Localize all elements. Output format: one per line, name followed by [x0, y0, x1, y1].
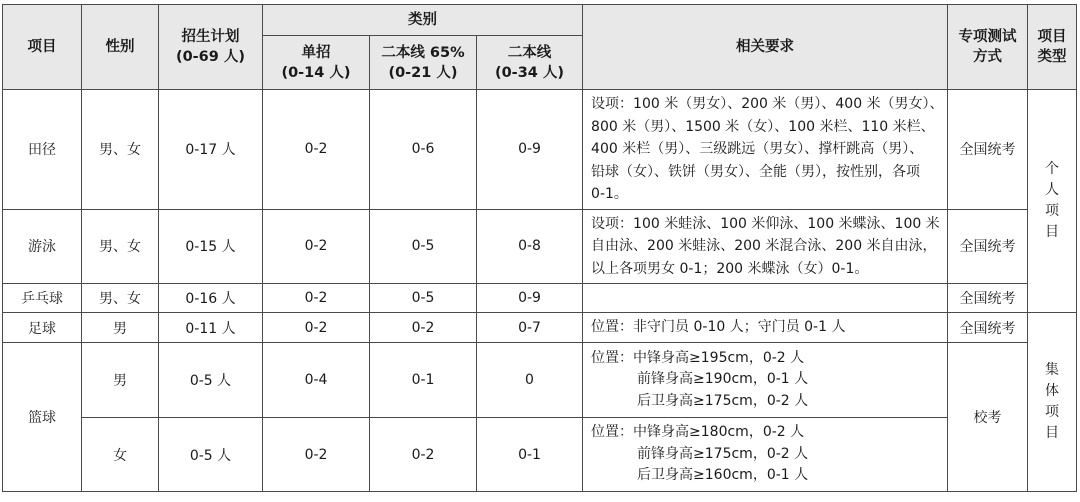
- admission-plan-table: [2, 4, 1077, 492]
- cell-erben: 0-7: [477, 313, 583, 343]
- cell-erben: 0: [477, 343, 583, 418]
- cell-erben65: 0-1: [370, 343, 477, 418]
- type-char: 个: [1045, 161, 1060, 177]
- header-plan: [159, 5, 263, 90]
- cell-dan-zhao: 0-4: [263, 343, 370, 418]
- header-gender: 性别: [82, 5, 159, 90]
- cell-erben: 0-9: [477, 90, 583, 210]
- req-line: 位置：中锋身高≥180cm，0-2 人: [591, 424, 805, 441]
- req-line: 自由泳、200 米蛙泳、200 米混合泳、200 米自由泳，: [591, 238, 937, 254]
- cell-project: 足球: [3, 313, 82, 343]
- cell-test-method: 全国统考: [948, 209, 1028, 284]
- type-char: 项: [1045, 203, 1060, 219]
- cell-requirements: [583, 90, 948, 210]
- cell-dan-zhao: 0-2: [263, 284, 370, 313]
- cell-dan-zhao: 0-2: [263, 209, 370, 284]
- cell-project: 游泳: [3, 209, 82, 284]
- header-plan-range: (0-69 人): [175, 49, 246, 65]
- cell-erben65: 0-2: [370, 313, 477, 343]
- req-line: 800 米（男）、1500 米（女）、100 米栏、110 米栏、: [591, 118, 935, 135]
- cell-requirements: 位置：非守门员 0-10 人；守门员 0-1 人: [583, 313, 948, 343]
- header-dan-zhao: [263, 36, 370, 90]
- cell-dan-zhao: 0-2: [263, 313, 370, 343]
- header-type-line1: 项目: [1037, 29, 1067, 45]
- req-line: 后卫身高≥160cm，0-1 人: [637, 467, 809, 484]
- header-category: 类别: [263, 5, 583, 36]
- header-type-line2: 类型: [1037, 49, 1067, 65]
- cell-requirements: [583, 343, 948, 418]
- type-char: 集: [1045, 362, 1060, 378]
- cell-dan-zhao: 0-2: [263, 90, 370, 210]
- req-line: 设项：100 米蛙泳、100 米仰泳、100 米蝶泳、100 米: [591, 215, 940, 232]
- req-line: 400 米栏（男）、三级跳远（男女）、撑杆跳高（男）、: [591, 141, 924, 157]
- table-row: [3, 284, 1077, 313]
- header-erben65-range: (0-21 人): [388, 64, 458, 81]
- type-char: 目: [1045, 425, 1060, 441]
- req-line: 铅球（女）、铁饼（男女）、全能（男），按性别，各项: [591, 163, 921, 180]
- cell-gender: 男、女: [82, 90, 159, 210]
- cell-gender: 男、女: [82, 284, 159, 313]
- cell-plan: 0-17 人: [159, 90, 263, 210]
- table-row: [3, 90, 1077, 210]
- cell-gender: 男: [82, 343, 159, 418]
- header-erben: [477, 36, 583, 90]
- req-line: 前锋身高≥190cm，0-1 人: [637, 371, 809, 388]
- cell-plan: 0-16 人: [159, 284, 263, 313]
- type-char: 目: [1045, 224, 1060, 240]
- cell-plan: 0-5 人: [159, 343, 263, 418]
- cell-project: 乒乓球: [3, 284, 82, 313]
- req-line: 以上各项男女 0-1；200 米蝶泳（女）0-1。: [591, 260, 869, 277]
- req-line: 后卫身高≥175cm，0-2 人: [637, 392, 809, 409]
- cell-erben65: 0-6: [370, 90, 477, 210]
- cell-test-method: 全国统考: [948, 313, 1028, 343]
- header-test-method-line2: 方式: [973, 49, 1003, 65]
- cell-plan: 0-11 人: [159, 313, 263, 343]
- cell-requirements: [583, 418, 948, 492]
- cell-project: 田径: [3, 90, 82, 210]
- type-char: 体: [1045, 383, 1060, 399]
- table-row: [3, 343, 1077, 418]
- cell-gender: 男: [82, 313, 159, 343]
- header-dan-zhao-title: 单招: [301, 44, 331, 61]
- cell-plan: 0-15 人: [159, 209, 263, 284]
- table-row: [3, 313, 1077, 343]
- cell-test-method: 全国统考: [948, 284, 1028, 313]
- cell-erben65: 0-5: [370, 209, 477, 284]
- cell-project: 篮球: [3, 343, 82, 492]
- cell-gender: 男、女: [82, 209, 159, 284]
- cell-gender: 女: [82, 418, 159, 492]
- type-char: 项: [1045, 404, 1060, 420]
- header-test-method-line1: 专项测试: [958, 29, 1017, 45]
- header-test-method: [948, 5, 1028, 90]
- cell-dan-zhao: 0-2: [263, 418, 370, 492]
- cell-erben65: 0-2: [370, 418, 477, 492]
- table-row: [3, 418, 1077, 492]
- cell-plan: 0-5 人: [159, 418, 263, 492]
- req-line: 设项：100 米（男女）、200 米（男）、400 米（男女）、: [591, 96, 944, 112]
- cell-erben: 0-8: [477, 209, 583, 284]
- cell-type-individual: [1028, 90, 1077, 313]
- header-project: 项目: [3, 5, 82, 90]
- cell-erben: 0-9: [477, 284, 583, 313]
- cell-test-method: 全国统考: [948, 90, 1028, 210]
- cell-requirements: [583, 209, 948, 284]
- header-erben65: [370, 36, 477, 90]
- header-erben-title: 二本线: [507, 44, 552, 61]
- header-erben65-title: 二本线 65%: [381, 44, 465, 61]
- type-char: 人: [1045, 182, 1060, 198]
- header-erben-range: (0-34 人): [494, 64, 565, 81]
- header-plan-title: 招生计划: [181, 29, 240, 45]
- table-row: [3, 209, 1077, 284]
- header-dan-zhao-range: (0-14 人): [281, 64, 351, 81]
- cell-type-team: [1028, 313, 1077, 492]
- cell-requirements: [583, 284, 948, 313]
- cell-test-method: 校考: [948, 343, 1028, 492]
- header-requirements: 相关要求: [583, 5, 948, 90]
- cell-erben65: 0-5: [370, 284, 477, 313]
- header-type: [1028, 5, 1077, 90]
- req-line: 0-1。: [591, 186, 628, 202]
- cell-erben: 0-1: [477, 418, 583, 492]
- req-line: 前锋身高≥175cm，0-2 人: [637, 445, 809, 462]
- req-line: 位置：中锋身高≥195cm，0-2 人: [591, 349, 805, 366]
